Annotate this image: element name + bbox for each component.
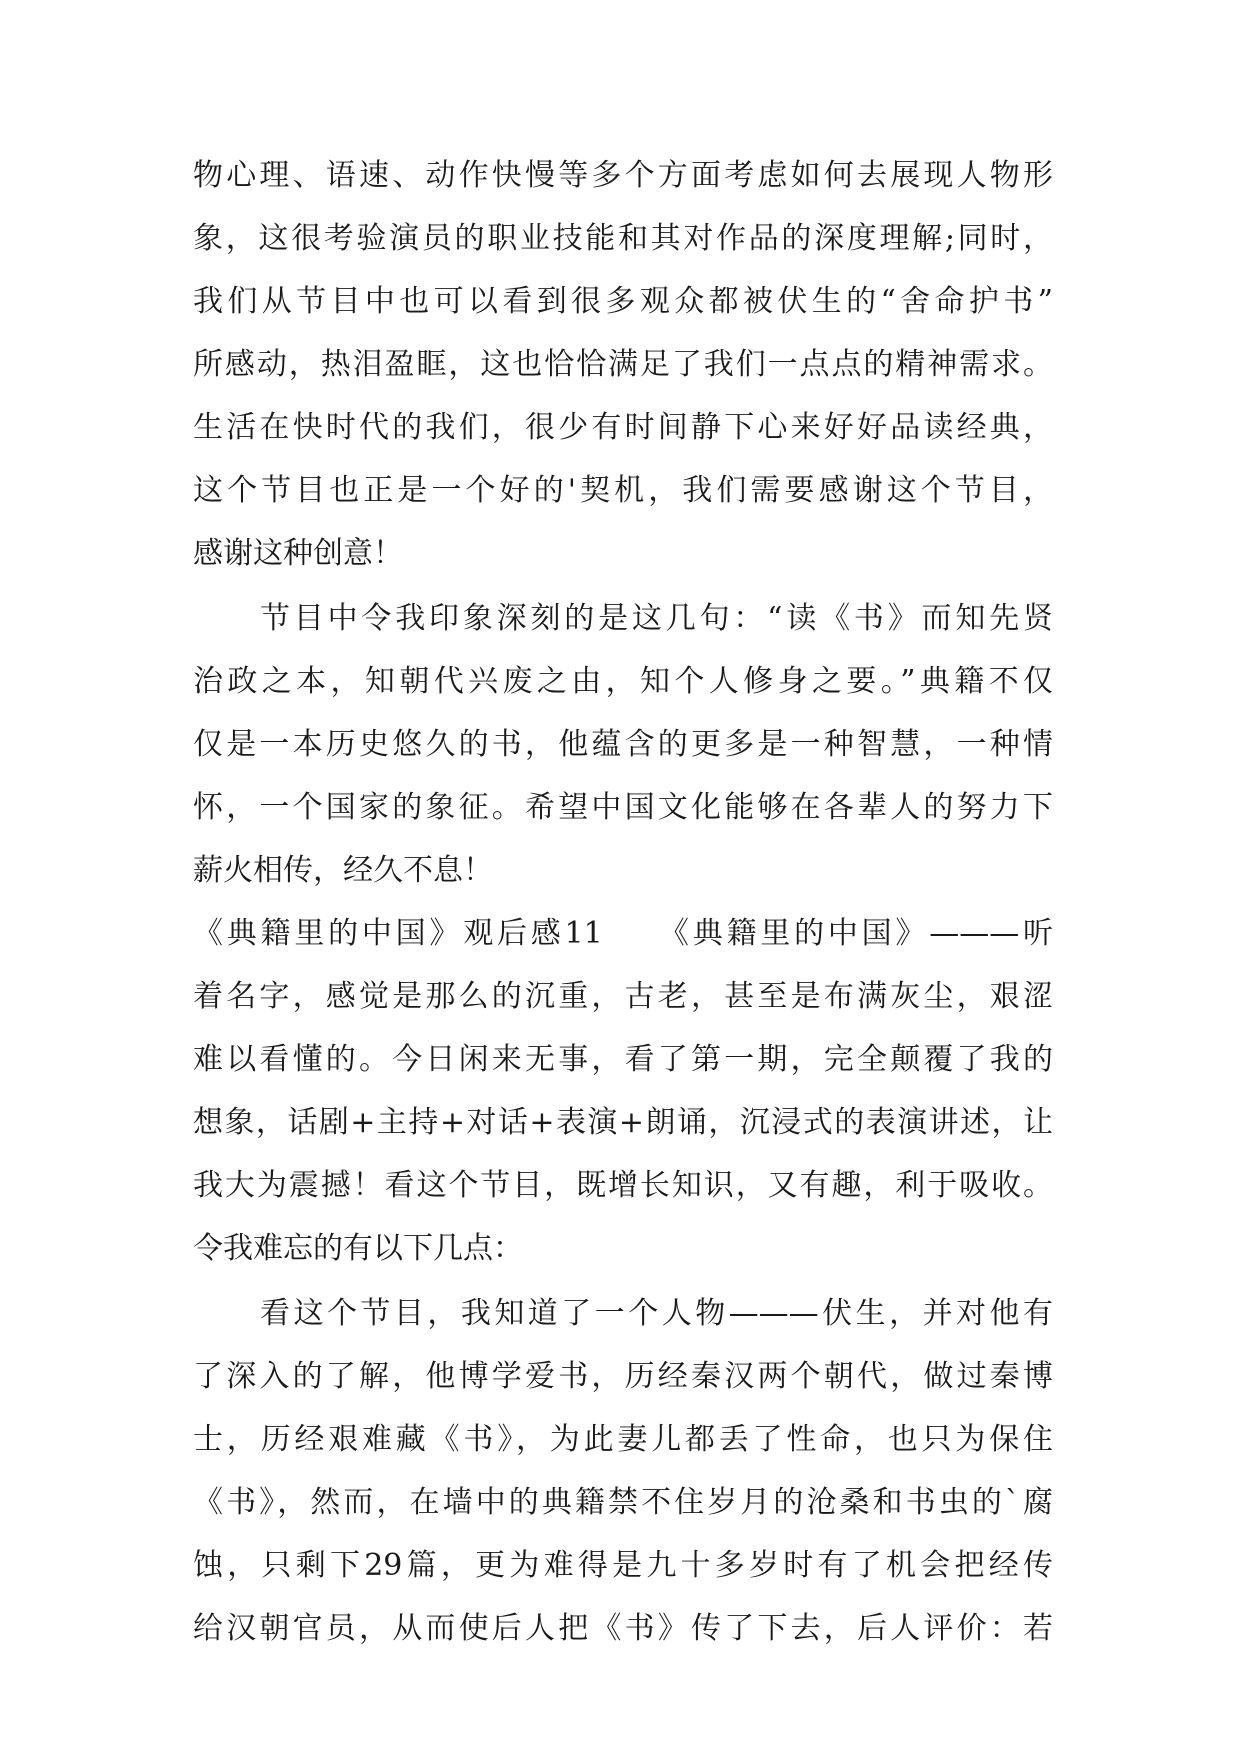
text-line: 士，历经艰难藏《书》，为此妻儿都丢了性命，也只为保住 (193, 1422, 1053, 1457)
text-line: 我大为震撼！看这个节目，既增长知识，又有趣，利于吸收。 (193, 1168, 1053, 1203)
text-line: 《书》，然而，在墙中的典籍禁不住岁月的沧桑和书虫的`腐 (193, 1485, 1053, 1520)
section-heading-line: 《典籍里的中国》观后感11 《典籍里的中国》———听 (193, 916, 1053, 951)
text-line: 象，这很考验演员的职业技能和其对作品的深度理解;同时， (193, 221, 1053, 256)
text-line: 看这个节目，我知道了一个人物———伏生，并对他有 (260, 1296, 1053, 1331)
text-line: 着名字，感觉是那么的沉重，古老，甚至是布满灰尘，艰涩 (193, 979, 1053, 1014)
text-line: 这个节目也正是一个好的'契机，我们需要感谢这个节目， (193, 473, 1053, 508)
text-line: 我们从节目中也可以看到很多观众都被伏生的“舍命护书” (193, 284, 1053, 319)
text-line: 给汉朝官员，从而使后人把《书》传了下去，后人评价：若 (193, 1611, 1053, 1646)
text-line: 难以看懂的。今日闲来无事，看了第一期，完全颠覆了我的 (193, 1042, 1053, 1077)
text-line: 生活在快时代的我们，很少有时间静下心来好好品读经典， (193, 410, 1053, 445)
text-line: 令我难忘的有以下几点： (193, 1231, 523, 1266)
text-line: 薪火相传，经久不息！ (193, 853, 493, 888)
text-line: 想象，话剧+主持+对话+表演+朗诵，沉浸式的表演讲述，让 (193, 1105, 1053, 1140)
text-line: 蚀，只剩下29篇，更为难得是九十多岁时有了机会把经传 (193, 1548, 1053, 1583)
text-line: 节目中令我印象深刻的是这几句：“读《书》而知先贤 (260, 601, 1053, 636)
text-line: 了深入的了解，他博学爱书，历经秦汉两个朝代，做过秦博 (193, 1359, 1053, 1394)
text-line: 仅是一本历史悠久的书，他蕴含的更多是一种智慧，一种情 (193, 727, 1053, 762)
text-line: 感谢这种创意！ (193, 536, 403, 571)
text-line: 怀，一个国家的象征。希望中国文化能够在各辈人的努力下 (193, 790, 1053, 825)
text-line: 所感动，热泪盈眶，这也恰恰满足了我们一点点的精神需求。 (193, 347, 1053, 382)
text-line: 物心理、语速、动作快慢等多个方面考虑如何去展现人物形 (193, 158, 1053, 193)
text-line: 治政之本，知朝代兴废之由，知个人修身之要。”典籍不仅 (193, 664, 1053, 699)
